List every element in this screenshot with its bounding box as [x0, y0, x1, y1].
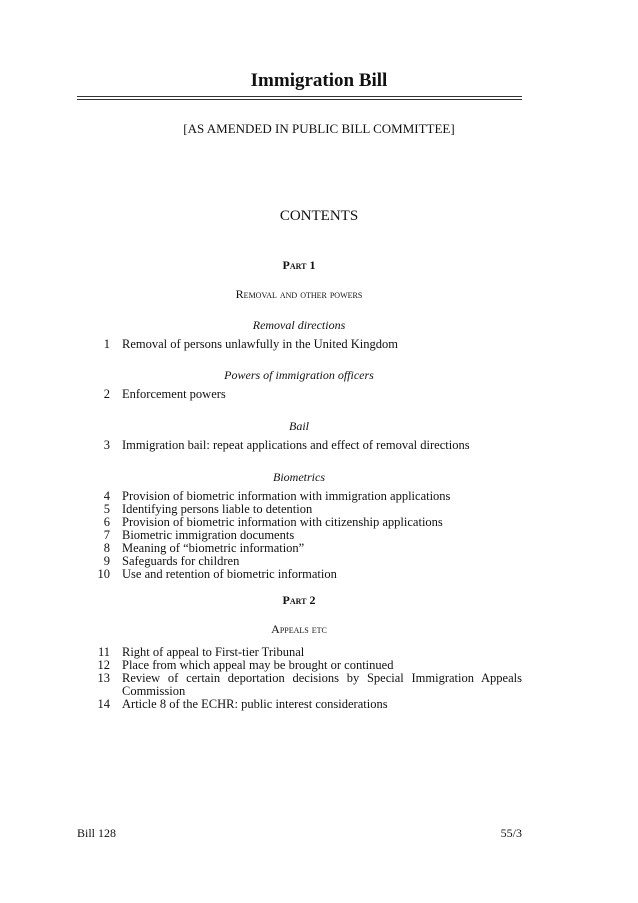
clause-title: Provision of biometric information with immigration applications	[122, 489, 451, 503]
clause-number: 12	[97, 658, 110, 672]
clause-title	[122, 672, 522, 698]
clause-title: Place from which appeal may be brought or continued	[122, 658, 394, 672]
document-subtitle: [AS AMENDED IN PUBLIC BILL COMMITTEE]	[183, 121, 455, 136]
clause-number: 9	[103, 554, 110, 568]
clause-title: Identifying persons liable to detention	[122, 502, 313, 516]
clause-number: 1	[103, 337, 110, 351]
clause-number: 5	[103, 502, 110, 516]
clause-title: Provision of biometric information with citizenship applications	[122, 515, 443, 529]
clause-title: Meaning of “biometric information”	[122, 541, 305, 555]
clause-title-line-2: Commission	[122, 684, 186, 698]
document-title: Immigration Bill	[250, 70, 388, 91]
crosshead-powers-of-immigration-officers: Powers of immigration officers	[224, 368, 374, 382]
clause-title: Right of appeal to First-tier Tribunal	[122, 645, 305, 659]
clause-number: 11	[97, 645, 110, 659]
clause-number: 10	[97, 567, 110, 581]
crosshead-biometrics: Biometrics	[273, 470, 325, 484]
clause-number: 13	[97, 671, 110, 685]
clause-title: Safeguards for children	[122, 554, 240, 568]
clause-title: Biometric immigration documents	[122, 528, 295, 542]
contents-heading: CONTENTS	[279, 208, 359, 224]
part-1-title: Removal and other powers	[235, 287, 363, 301]
part-2-label: Part 2	[282, 593, 316, 607]
clause-number: 4	[103, 489, 110, 503]
crosshead-removal-directions: Removal directions	[252, 318, 346, 332]
crosshead-bail: Bail	[289, 419, 309, 433]
clause-number: 6	[103, 515, 110, 529]
clause-number: 8	[103, 541, 110, 555]
clause-title: Article 8 of the ECHR: public interest considerations	[122, 697, 388, 711]
clause-title: Enforcement powers	[122, 387, 226, 401]
clause-title: Use and retention of biometric information	[122, 567, 337, 581]
clause-title: Removal of persons unlawfully in the United Kingdom	[122, 337, 399, 351]
clause-title: Immigration bail: repeat applications and effect of removal directions	[122, 438, 470, 452]
clause-title-line-1: Review of certain deportation decisions by Special Immigration Appeals	[122, 671, 522, 685]
footer-bill-number: Bill 128	[77, 826, 117, 840]
footer-print-reference: 55/3	[500, 826, 522, 840]
part-1-label: Part 1	[282, 258, 316, 272]
part-2-title: Appeals etc	[271, 622, 327, 636]
title-rule-top	[77, 96, 522, 97]
clause-number: 2	[103, 387, 110, 401]
clause-number: 14	[97, 697, 110, 711]
title-rule-bottom	[77, 99, 522, 100]
clause-number: 7	[103, 528, 110, 542]
clause-number: 3	[103, 438, 110, 452]
